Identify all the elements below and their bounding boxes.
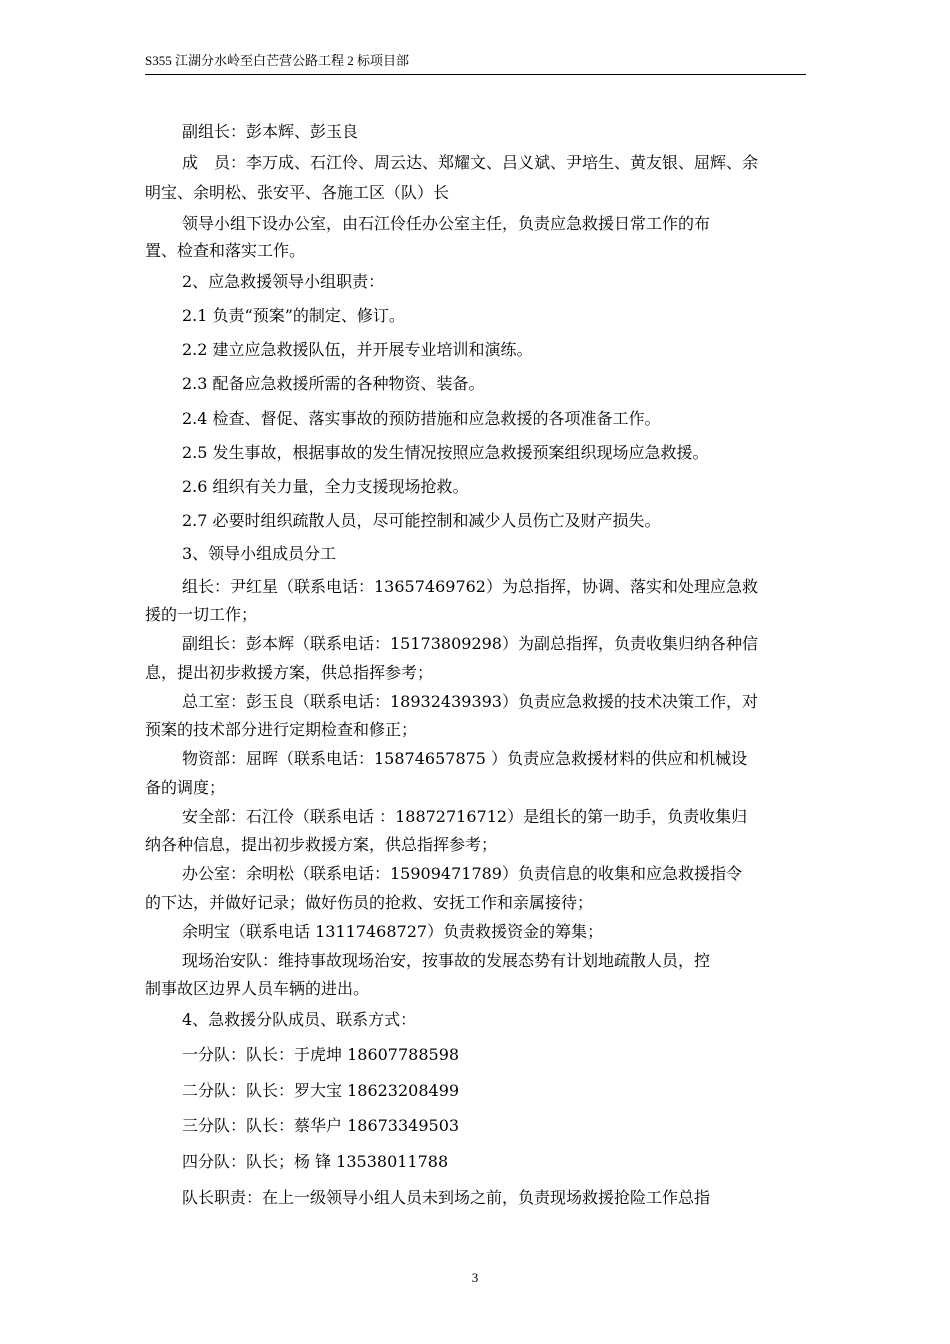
text-line: 副组长：彭本辉、彭玉良 — [182, 122, 359, 141]
text-line: 成 员：李万成、石江伶、周云达、郑耀文、吕义斌、尹培生、黄友银、屈辉、余 — [182, 153, 759, 172]
text-line: 纳各种信息，提出初步救援方案，供总指挥参考； — [145, 835, 498, 854]
text-line: 制事故区边界人员车辆的进出。 — [145, 979, 370, 998]
section-heading: 2、应急救援领导小组职责： — [182, 272, 385, 291]
header-rule — [145, 74, 806, 75]
text-line: 队长职责：在上一级领导小组人员未到场之前，负责现场救援抢险工作总指 — [182, 1188, 711, 1207]
section-heading: 3、领导小组成员分工 — [182, 544, 337, 563]
page-number: 3 — [471, 1270, 479, 1285]
text-line: 2.6 组织有关力量，全力支援现场抢救。 — [182, 477, 469, 496]
text-line: 2.5 发生事故，根据事故的发生情况按照应急救援预案组织现场应急救援。 — [182, 443, 709, 462]
team-line: 四分队：队长；杨 锋 13538011788 — [182, 1152, 449, 1171]
text-line: 预案的技术部分进行定期检查和修正； — [145, 720, 418, 739]
team-line: 一分队：队长：于虎坤 18607788598 — [182, 1045, 460, 1064]
text-line: 2.3 配备应急救援所需的各种物资、装备。 — [182, 374, 485, 393]
text-line: 息，提出初步救援方案，供总指挥参考； — [145, 663, 434, 682]
text-line: 余明宝（联系电话 13117468727）负责救援资金的筹集； — [182, 922, 604, 941]
text-line: 援的一切工作； — [145, 605, 258, 624]
text-line: 现场治安队：维持事故现场治安，按事故的发展态势有计划地疏散人员，控 — [182, 951, 711, 970]
section-heading: 4、急救援分队成员、联系方式： — [182, 1010, 417, 1029]
text-line: 置、检查和落实工作。 — [145, 241, 306, 260]
text-line: 2.7 必要时组织疏散人员，尽可能控制和减少人员伤亡及财产损失。 — [182, 511, 661, 530]
text-line: 副组长：彭本辉（联系电话：15173809298）为副总指挥，负责收集归纳各种信 — [182, 634, 758, 653]
text-line: 2.4 检查、督促、落实事故的预防措施和应急救援的各项准备工作。 — [182, 409, 661, 428]
text-line: 办公室：余明松（联系电话：15909471789）负责信息的收集和应急救援指令 — [182, 864, 742, 883]
text-line: 领导小组下设办公室，由石江伶任办公室主任，负责应急救援日常工作的布 — [182, 214, 711, 233]
text-line: 安全部：石江伶（联系电话 ：18872716712）是组长的第一助手，负责收集归 — [182, 807, 748, 826]
text-line: 的下达，并做好记录；做好伤员的抢救、安抚工作和亲属接待； — [145, 893, 594, 912]
page-header: S355 江湖分水岭至白芒营公路工程 2 标项目部 — [145, 53, 409, 68]
text-line: 备的调度； — [145, 778, 226, 797]
text-line: 2.2 建立应急救援队伍，并开展专业培训和演练。 — [182, 340, 533, 359]
text-line: 2.1 负责“预案”的制定、修订。 — [182, 306, 405, 325]
team-line: 三分队：队长：蔡华户 18673349503 — [182, 1116, 460, 1135]
team-line: 二分队：队长：罗大宝 18623208499 — [182, 1081, 460, 1100]
text-line: 组长：尹红星（联系电话：13657469762）为总指挥，协调、落实和处理应急救 — [182, 577, 758, 596]
text-line: 明宝、余明松、张安平、各施工区（队）长 — [145, 183, 450, 202]
text-line: 物资部：屈晖（联系电话：15874657875 ）负责应急救援材料的供应和机械设 — [182, 749, 748, 768]
text-line: 总工室：彭玉良（联系电话：18932439393）负责应急救援的技术决策工作，对 — [182, 692, 758, 711]
